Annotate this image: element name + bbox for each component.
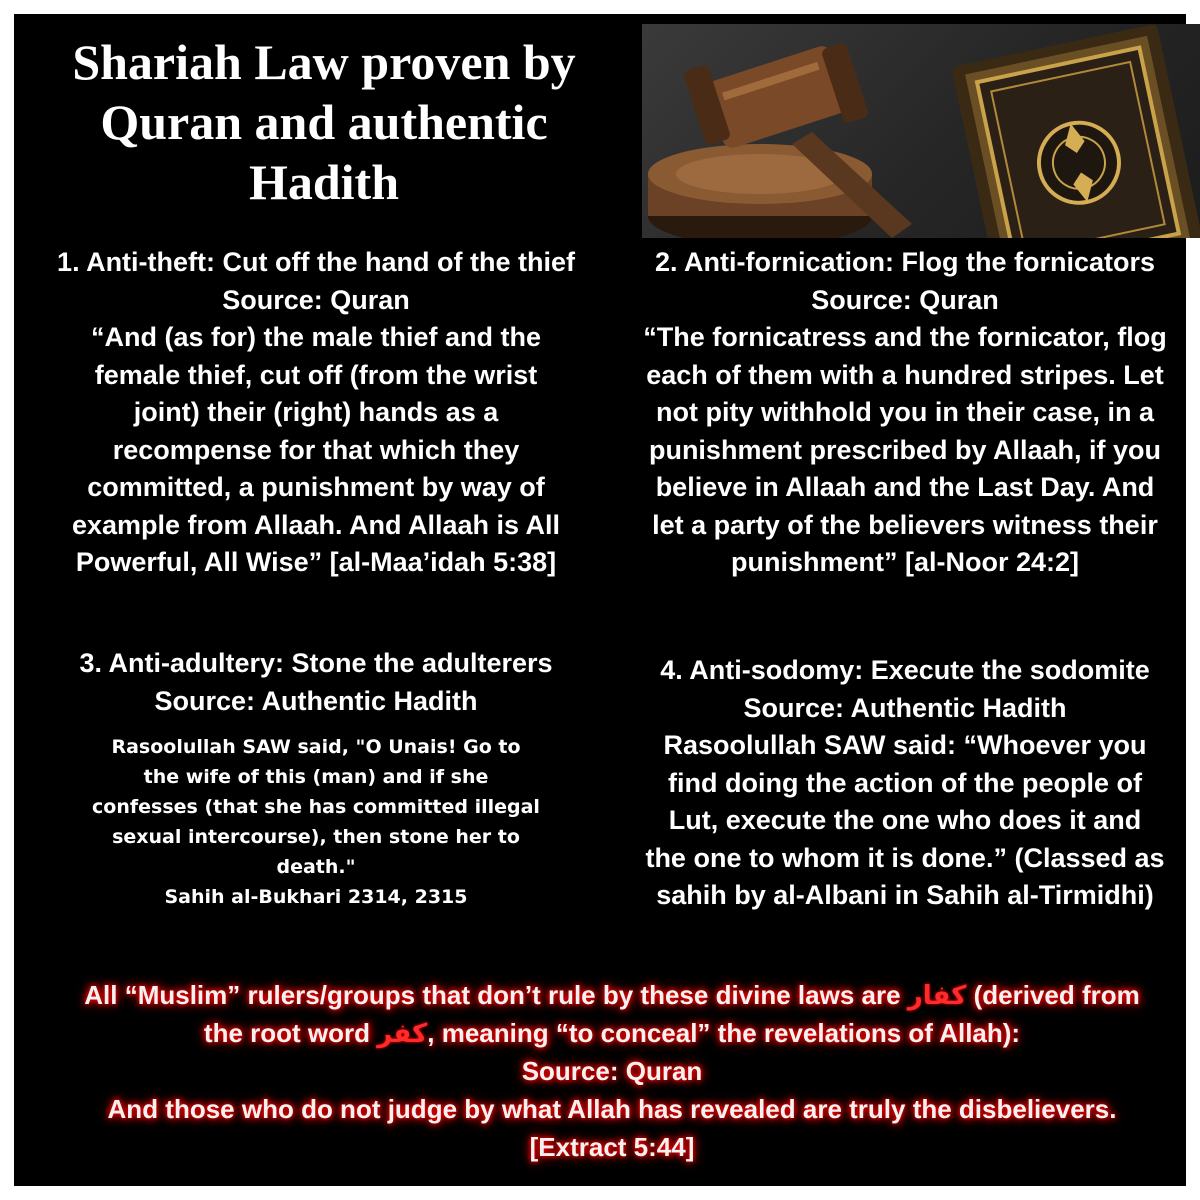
hadith-citation: Sahih al-Bukhari 2314, 2315 xyxy=(164,886,468,908)
conclusion-line-1 xyxy=(26,976,1198,1014)
section-heading: 1. Anti-theft: Cut off the hand of the thief xyxy=(57,247,575,277)
quote-line: committed, a punishment by way of xyxy=(87,472,545,502)
section-source: Source: Quran xyxy=(222,284,410,315)
quote-line: confesses (that she has committed illegal xyxy=(92,796,540,818)
section-anti-sodomy xyxy=(620,652,1190,915)
quote-line: believe in Allaah and the Last Day. And xyxy=(655,472,1155,502)
conclusion-text: , meaning “to conceal” the revelations of Allah): xyxy=(427,1018,1021,1048)
section-source: Source: Authentic Hadith xyxy=(154,686,478,716)
section-heading: 4. Anti-sodomy: Execute the sodomite xyxy=(660,655,1150,685)
section-source: Source: Quran xyxy=(811,284,999,315)
quote-line: death." xyxy=(276,856,356,878)
hadith-quote xyxy=(26,732,606,912)
gavel-icon xyxy=(648,42,912,238)
post-panel xyxy=(14,14,1186,1186)
quran-book-icon xyxy=(951,24,1200,238)
quote-line: Rasoolullah SAW said, "O Unais! Go to xyxy=(111,736,521,758)
section-anti-fornication xyxy=(620,244,1190,582)
quote-line: let a party of the believers witness their xyxy=(652,509,1158,540)
quote-line: Powerful, All Wise” [al-Maa’idah 5:38] xyxy=(75,547,557,577)
conclusion-text: (derived from xyxy=(966,980,1140,1010)
quote-line: sexual intercourse), then stone her to xyxy=(112,826,520,848)
conclusion-block xyxy=(26,976,1198,1166)
quote-line: the wife of this (man) and if she xyxy=(143,766,489,788)
quote-line: punishment” [al-Noor 24:2] xyxy=(730,547,1080,577)
quote-line: “And (as for) the male thief and the xyxy=(90,322,542,352)
quote-line: “The fornicatress and the fornicator, flog xyxy=(643,322,1167,352)
conclusion-text: All “Muslim” rulers/groups that don’t rule by these divine laws are xyxy=(84,980,908,1010)
arabic-word-kufr: كفر xyxy=(377,1018,428,1048)
quote-line: sahih by al-Albani in Sahih al-Tirmidhi) xyxy=(656,880,1154,910)
conclusion-verse: And those who do not judge by what Allah has revealed are truly the disbelievers. xyxy=(107,1094,1117,1124)
conclusion-citation: [Extract 5:44] xyxy=(529,1132,695,1162)
quote-line: find doing the action of the people of xyxy=(668,767,1142,798)
conclusion-line-2 xyxy=(26,1014,1198,1052)
quote-line: not pity withhold you in their case, in a xyxy=(655,397,1155,427)
quote-line: joint) their (right) hands as a xyxy=(133,397,499,427)
quote-line: punishment prescribed by Allaah, if you xyxy=(648,434,1162,465)
quote-line: each of them with a hundred stripes. Let xyxy=(646,359,1164,390)
quote-line: example from Allaah. And Allaah is All xyxy=(71,509,561,540)
quote-line: female thief, cut off (from the wrist xyxy=(94,359,538,390)
section-source: Source: Authentic Hadith xyxy=(743,692,1067,723)
quote-line: the one to whom it is done.” (Classed as xyxy=(645,842,1165,873)
quote-line: Rasoolullah SAW said: “Whoever you xyxy=(663,730,1147,760)
conclusion-text: the root word xyxy=(203,1018,378,1048)
gavel-quran-photo xyxy=(642,24,1200,238)
section-heading: 2. Anti-fornication: Flog the fornicators xyxy=(655,247,1155,277)
arabic-word-kuffar: كفار xyxy=(907,980,967,1010)
section-anti-theft xyxy=(26,244,606,582)
conclusion-source: Source: Quran xyxy=(521,1056,703,1086)
section-anti-adultery xyxy=(26,644,606,912)
section-heading: 3. Anti-adultery: Stone the adulterers xyxy=(79,648,553,678)
page-title: Shariah Law proven by Quran and authentic Hadith xyxy=(72,34,576,210)
quote-line: Lut, execute the one who does it and xyxy=(668,805,1142,835)
quote-line: recompense for that which they xyxy=(112,434,520,465)
